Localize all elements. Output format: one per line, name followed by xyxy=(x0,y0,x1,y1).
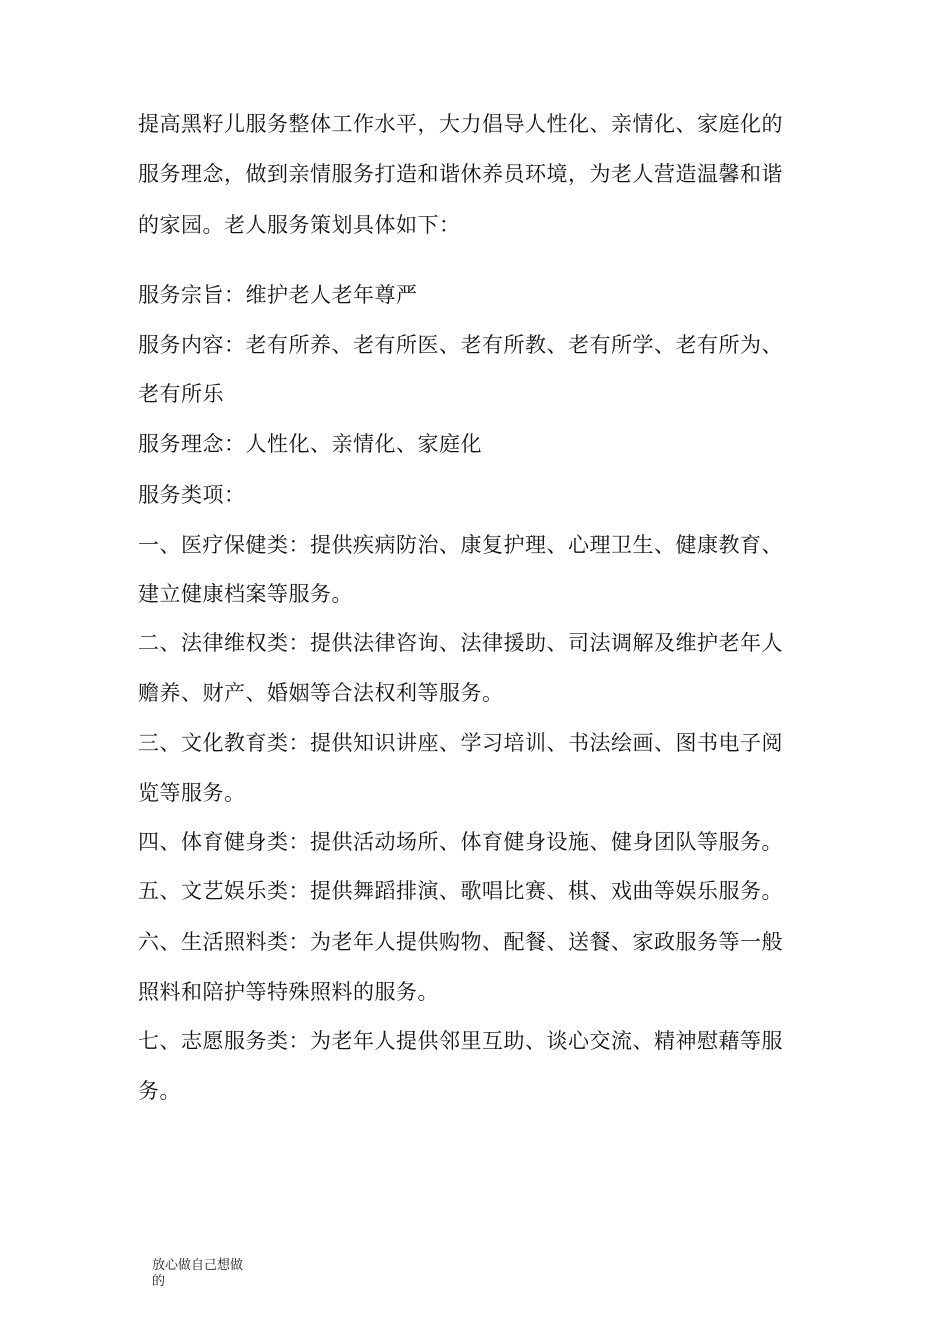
categories-heading: 服务类项： xyxy=(138,483,246,507)
service-content-line: 老有所乐 xyxy=(138,382,224,406)
intro-line: 的家园。老人服务策划具体如下： xyxy=(138,213,461,237)
intro-line: 服务理念，做到亲情服务打造和谐休养员环境，为老人营造温馨和谐 xyxy=(138,162,783,186)
category-line: 务。 xyxy=(138,1079,181,1103)
category-line: 五、文艺娱乐类：提供舞蹈排演、歌唱比赛、棋、戏曲等娱乐服务。 xyxy=(138,879,783,903)
service-concept: 服务理念：人性化、亲情化、家庭化 xyxy=(138,432,482,456)
category-line: 七、志愿服务类：为老年人提供邻里互助、谈心交流、精神慰藉等服 xyxy=(138,1029,783,1053)
category-line: 二、法律维权类：提供法律咨询、法律援助、司法调解及维护老年人 xyxy=(138,631,783,655)
footer-line: 的 xyxy=(152,1274,166,1289)
category-line: 照料和陪护等特殊照料的服务。 xyxy=(138,980,439,1004)
category-line: 三、文化教育类：提供知识讲座、学习培训、书法绘画、图书电子阅 xyxy=(138,731,783,755)
service-purpose: 服务宗旨：维护老人老年尊严 xyxy=(138,283,418,307)
category-line: 览等服务。 xyxy=(138,781,246,805)
intro-line: 提高黑籽儿服务整体工作水平，大力倡导人性化、亲情化、家庭化的 xyxy=(138,112,783,136)
footer-line: 放心做自己想做 xyxy=(152,1258,244,1273)
category-line: 建立健康档案等服务。 xyxy=(138,582,353,606)
category-line: 赡养、财产、婚姻等合法权利等服务。 xyxy=(138,681,504,705)
category-line: 六、生活照料类：为老年人提供购物、配餐、送餐、家政服务等一般 xyxy=(138,930,783,954)
category-line: 一、医疗保健类：提供疾病防治、康复护理、心理卫生、健康教育、 xyxy=(138,533,783,557)
service-content-line: 服务内容：老有所养、老有所医、老有所教、老有所学、老有所为、 xyxy=(138,333,783,357)
category-line: 四、体育健身类：提供活动场所、体育健身设施、健身团队等服务。 xyxy=(138,830,783,854)
